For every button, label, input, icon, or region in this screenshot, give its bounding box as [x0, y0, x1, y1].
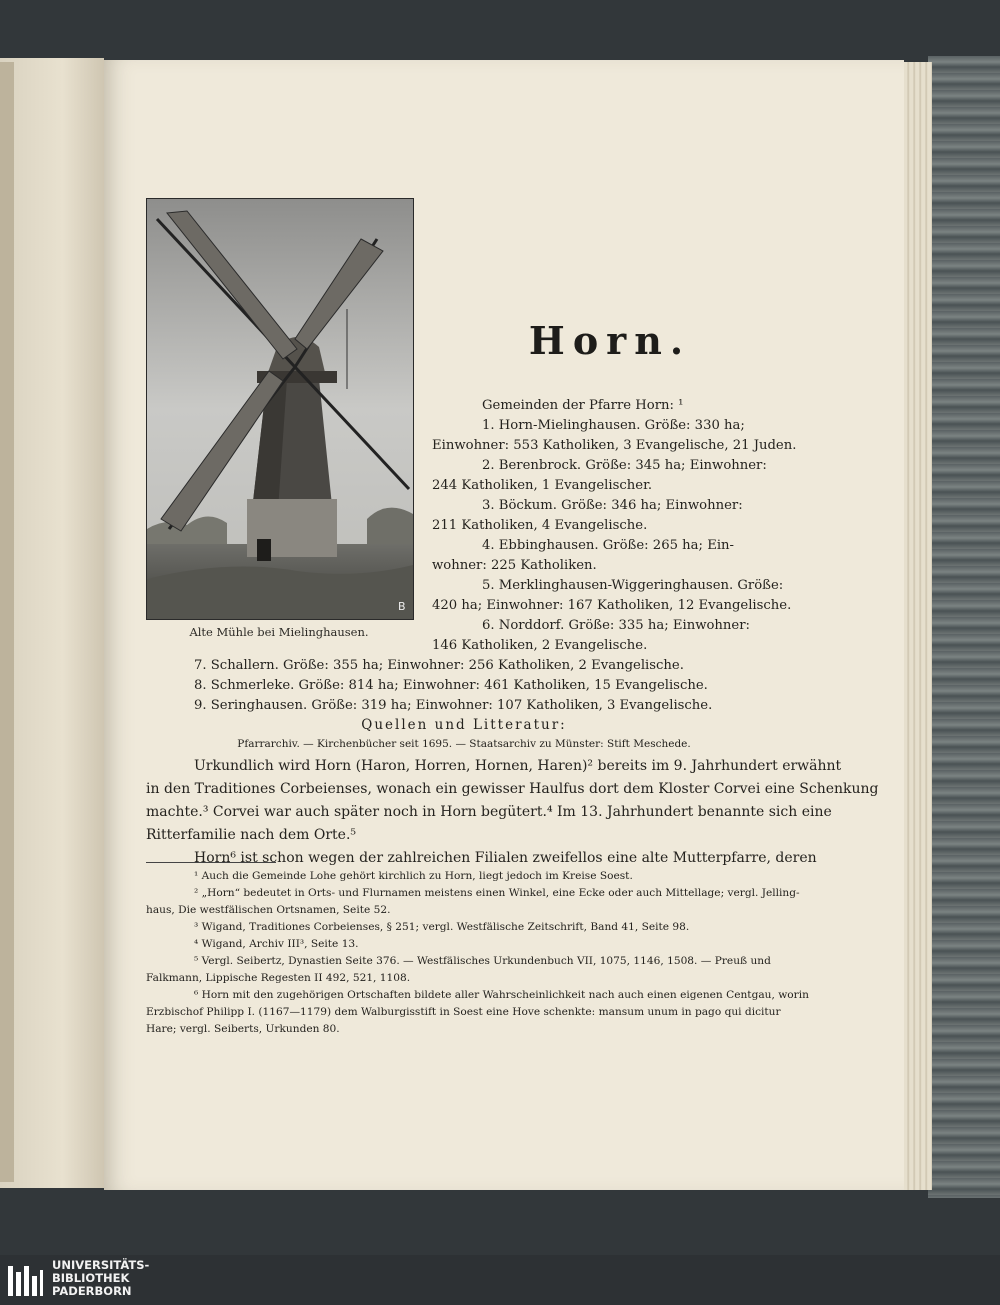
footnote: ¹ Auch die Gemeinde Lohe gehört kirchlich zu Horn, liegt jedoch im Kreise Soest.: [194, 870, 633, 882]
book-cover-edge: [928, 56, 1000, 1198]
body-line: Ritterfamilie nach dem Orte.⁵: [146, 827, 357, 843]
parish-line: 9. Seringhausen. Größe: 319 ha; Einwohner: 107 Katholiken, 3 Evangelische.: [194, 698, 713, 713]
page-title: Horn.: [528, 318, 692, 363]
body-line: machte.³ Corvei war auch später noch in Horn begütert.⁴ Im 13. Jahrhundert benannte sich eine: [146, 804, 832, 820]
parish-line: 211 Katholiken, 4 Evangelische.: [432, 518, 648, 533]
parish-line: 146 Katholiken, 2 Evangelische.: [432, 638, 648, 653]
library-footer-bar: [0, 1255, 1000, 1305]
footnote-rule: [146, 862, 276, 863]
footnote: Falkmann, Lippische Regesten II 492, 521, 1108.: [146, 972, 411, 984]
photo-caption: Alte Mühle bei Mielinghausen.: [189, 625, 369, 639]
sources-text: Pfarrarchiv. — Kirchenbücher seit 1695. — Staatsarchiv zu Münster: Stift Meschede.: [237, 738, 691, 750]
footnote: ² „Horn“ bedeutet in Orts- und Flurnamen meistens einen Winkel, eine Ecke oder auch Mittellage; vergl. Jelling-: [194, 887, 800, 899]
parish-line: 2. Berenbrock. Größe: 345 ha; Einwohner:: [482, 458, 767, 473]
parish-line: 420 ha; Einwohner: 167 Katholiken, 12 Evangelische.: [432, 598, 792, 613]
body-line: in den Traditiones Corbeienses, wonach ein gewisser Haulfus dort dem Kloster Corvei eine Schenkung: [146, 781, 879, 797]
footnote: ⁵ Vergl. Seibertz, Dynastien Seite 376. — Westfälisches Urkundenbuch VII, 1075, 1146, 1508. — Preuß und: [194, 955, 771, 967]
left-page-fold: [0, 62, 14, 1182]
parish-line: 1. Horn-Mielinghausen. Größe: 330 ha;: [482, 418, 745, 433]
footnote: ³ Wigand, Traditiones Corbeienses, § 251; vergl. Westfälische Zeitschrift, Band 41, Seite 98.: [194, 921, 690, 933]
parish-intro: Gemeinden der Pfarre Horn: ¹: [482, 398, 684, 413]
parish-line: 6. Norddorf. Größe: 335 ha; Einwohner:: [482, 618, 750, 633]
sources-heading: Quellen und Litteratur:: [361, 717, 567, 733]
library-name-line: UNIVERSITÄTS-: [52, 1258, 150, 1272]
footnote: Erzbischof Philipp I. (1167—1179) dem Walburgisstift in Soest eine Hove schenkte: mansum unum in pago qui dicitur: [146, 1006, 781, 1018]
parish-line: 8. Schmerleke. Größe: 814 ha; Einwohner: 461 Katholiken, 15 Evangelische.: [194, 678, 708, 693]
parish-line: wohner: 225 Katholiken.: [432, 558, 597, 573]
body-line: Horn⁶ ist schon wegen der zahlreichen Filialen zweifellos eine alte Mutterpfarre, deren: [194, 850, 817, 866]
library-name-line: BIBLIOTHEK: [52, 1271, 130, 1285]
footnote: haus, Die westfälischen Ortsnamen, Seite 52.: [146, 904, 391, 916]
left-page-edge: [0, 58, 104, 1188]
library-name-line: PADERBORN: [52, 1284, 132, 1298]
parish-line: 4. Ebbinghausen. Größe: 265 ha; Ein-: [482, 538, 734, 553]
parish-line: 244 Katholiken, 1 Evangelischer.: [432, 478, 653, 493]
footnote: Hare; vergl. Seiberts, Urkunden 80.: [146, 1023, 340, 1035]
parish-line: Einwohner: 553 Katholiken, 3 Evangelische, 21 Juden.: [432, 438, 797, 453]
photo-monogram: B: [398, 600, 406, 613]
footnote: ⁶ Horn mit den zugehörigen Ortschaften bildete aller Wahrscheinlichkeit nach auch einen eigenen Centgau, worin: [194, 989, 809, 1001]
parish-line: 7. Schallern. Größe: 355 ha; Einwohner: 256 Katholiken, 2 Evangelische.: [194, 658, 684, 673]
windmill-photograph: [146, 198, 414, 620]
parish-line: 3. Böckum. Größe: 346 ha; Einwohner:: [482, 498, 743, 513]
footnote: ⁴ Wigand, Archiv III³, Seite 13.: [194, 938, 359, 950]
library-name: [52, 1259, 149, 1298]
library-logo-icon: [8, 1262, 44, 1300]
body-line: Urkundlich wird Horn (Haron, Horren, Hornen, Haren)² bereits im 9. Jahrhundert erwähnt: [194, 758, 842, 774]
parish-line: 5. Merklinghausen-Wiggeringhausen. Größe:: [482, 578, 784, 593]
